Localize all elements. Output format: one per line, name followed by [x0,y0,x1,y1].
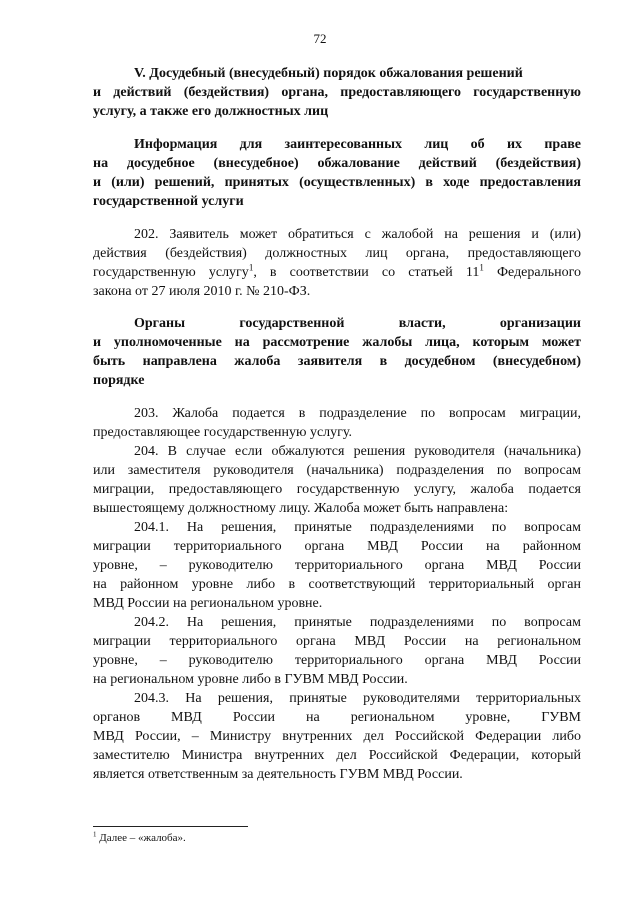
footnote-text: Далее – «жалоба». [96,832,186,844]
paragraph-204-1 [93,518,581,613]
paragraph-204-3 [93,689,581,784]
footnote [93,832,186,844]
paragraph-line: или заместителя руководителя (начальника) подразделения по вопросам [93,463,581,478]
footnote-marker: 1 [93,830,97,839]
paragraph-line: является ответственным за деятельность ГУВМ МВД России. [93,767,463,782]
paragraph-line: вышестоящему должностному лицу. Жалоба может быть направлена: [93,501,509,516]
paragraph-line: заместителю Министра внутренних дел Российской Федерации, который [93,748,581,763]
info-heading-line: государственной услуги [93,194,244,209]
info-heading-line: на досудебное (внесудебное) обжалование действий (бездействия) [93,156,581,171]
section-title-line: V. Досудебный (внесудебный) порядок обжалования решений [134,66,523,81]
paragraph-line: закона от 27 июля 2010 г. № 210-ФЗ. [93,284,311,299]
paragraph-line: 204. В случае если обжалуются решения руководителя (начальника) [134,444,581,459]
footnote-ref: 1 [248,262,254,273]
paragraph-line: миграции, предоставляющего государственную услугу, жалоба подается [93,482,581,497]
paragraph-line: 204.3. На решения, принятые руководителями территориальных [134,691,581,706]
paragraph-204 [93,442,581,518]
paragraph-line: МВД России, – Министру внутренних дел Российской Федерации либо [93,729,581,744]
info-heading-line: Информация для заинтересованных лиц об их праве [134,137,581,152]
organs-heading [93,314,581,390]
paragraph-204-2 [93,613,581,689]
paragraph-line: МВД России на региональном уровне. [93,596,323,611]
paragraph-203 [93,404,581,442]
text-run: , в соответствии со статьей 11 [253,265,480,280]
paragraph-202 [93,225,581,301]
text-run: государственную услугу [93,265,249,280]
organs-heading-line: Органы государственной власти, организации [134,316,581,331]
paragraph-line [93,263,581,282]
info-heading [93,135,581,211]
paragraph-line: 204.1. На решения, принятые подразделениями по вопросам [134,520,581,535]
paragraph-line: уровне, – руководителю территориального органа МВД России [93,653,581,668]
section-title-line: и действий (бездействия) органа, предоставляющего государственную [93,85,581,100]
paragraph-line: органов МВД России на региональном уровне, ГУВМ [93,710,581,725]
paragraph-line: действия (бездействия) должностных лиц органа, предоставляющего [93,246,581,261]
paragraph-line: на районном уровне либо в соответствующий территориальный орган [93,577,581,592]
page-number: 72 [313,31,327,46]
paragraph-line: миграции территориального органа МВД России на районном [93,539,581,554]
paragraph-line: на региональном уровне либо в ГУВМ МВД России. [93,672,408,687]
paragraph-line: 204.2. На решения, принятые подразделениями по вопросам [134,615,581,630]
text-run: Федерального [483,265,581,280]
section-title-line: услугу, а также его должностных лиц [93,104,329,119]
paragraph-line: 203. Жалоба подается в подразделение по вопросам миграции, [134,406,581,421]
organs-heading-line: быть направлена жалоба заявителя в досудебном (внесудебном) [93,354,581,369]
footnote-divider [93,826,248,827]
superscript: 1 [479,262,484,273]
organs-heading-line: и уполномоченные на рассмотрение жалобы лица, которым может [93,335,581,350]
organs-heading-line: порядке [93,373,145,388]
paragraph-line: 202. Заявитель может обратиться с жалобой на решения и (или) [134,227,581,242]
paragraph-line: предоставляющее государственную услугу. [93,425,353,440]
paragraph-line: миграции территориального органа МВД России на региональном [93,634,581,649]
info-heading-line: и (или) решений, принятых (осуществленных) в ходе предоставления [93,175,581,190]
section-title [93,64,581,121]
paragraph-line: уровне, – руководителю территориального органа МВД России [93,558,581,573]
